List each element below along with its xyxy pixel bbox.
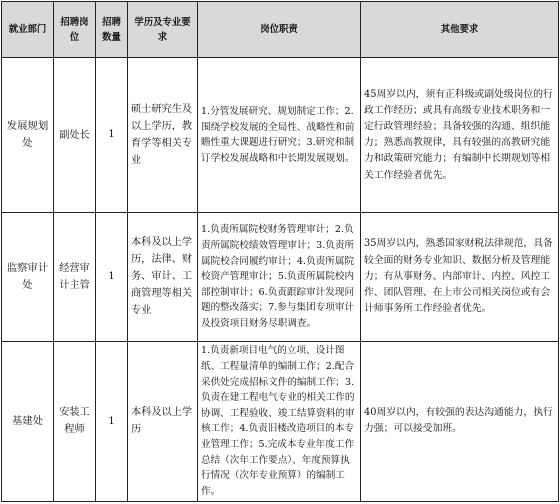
duty-cell: 1.负责新项目电气的立项、设计图纸、工程量清单的编制工作；2.配合采供处完成招标文件的编制工作；3.负责在建工程电气专业的相关工作的协调、工程验收、竣工结算资料的审核工作；4.负责旧楼改造项目的本专业管理工作；5.完成本专业年度工作总结（次年工作要点）、年度预算执行情况（次年专业预算）的编制工作。 [198,341,361,501]
header-education: 学历及专业要求 [128,2,198,58]
header-other: 其他要求 [361,2,559,58]
duty-cell: 1.负责所属院校财务管理审计；2.负责所属院校绩效管理审计；3.负责所属院校合同履约审计；4.负责所属院校资产管理审计；5.负责所属院校内部控制审计；6.负责跟踪审计发现问题的整改落实；7.参与集团专项审计及投资项目财务尽职调查。 [198,213,361,341]
position-cell: 经营审计主管 [54,213,96,341]
header-count: 招聘数量 [96,2,128,58]
count-cell: 1 [96,341,128,501]
dept-cell: 监察审计处 [2,213,54,341]
header-duty: 岗位职责 [198,2,361,58]
other-requirements-cell: 35周岁以内，熟悉国家财税法律规范，具备较全面的财务专业知识、数据分析及管理能力；有从事财务、内部审计、内控、风控工作、团队管理、在上市公司相关岗位或有会计师事务所工作经验者优先。 [361,213,559,341]
table-row [2,58,559,213]
header-dept: 就业部门 [2,2,54,58]
dept-cell: 发展规划处 [2,58,54,213]
table-row [2,213,559,341]
other-requirements-cell: 40周岁以内，有较强的表达沟通能力，执行力强；可以接受加班。 [361,341,559,501]
header-row [2,2,559,58]
position-cell: 副处长 [54,58,96,213]
recruitment-table [1,1,559,502]
duty-cell: 1.分管发展研究、规划制定工作；2.围绕学校发展的全局性、战略性和前瞻性重大课题进行研究；3.研究和制订学校发展战略和中长期发展规划。 [198,58,361,213]
other-requirements-cell: 45周岁以内，须有正科级或副处级岗位的行政工作经历；或具有高级专业技术职务和一定行政管理经验；具备较强的沟通、组织能力；熟悉高教规律，具有较强的高教研究能力和政策研究能力；有编制中长期规划等相关工作经验者优先。 [361,58,559,213]
count-cell: 1 [96,213,128,341]
education-cell: 本科及以上学历，法律、财务、审计、工商管理等相关专业 [128,213,198,341]
education-cell: 硕士研究生及以上学历，教育学等相关专业 [128,58,198,213]
table-row [2,341,559,501]
dept-cell: 基建处 [2,341,54,501]
count-cell: 1 [96,58,128,213]
header-position: 招聘岗位 [54,2,96,58]
education-cell: 本科及以上学历 [128,341,198,501]
position-cell: 安装工程师 [54,341,96,501]
